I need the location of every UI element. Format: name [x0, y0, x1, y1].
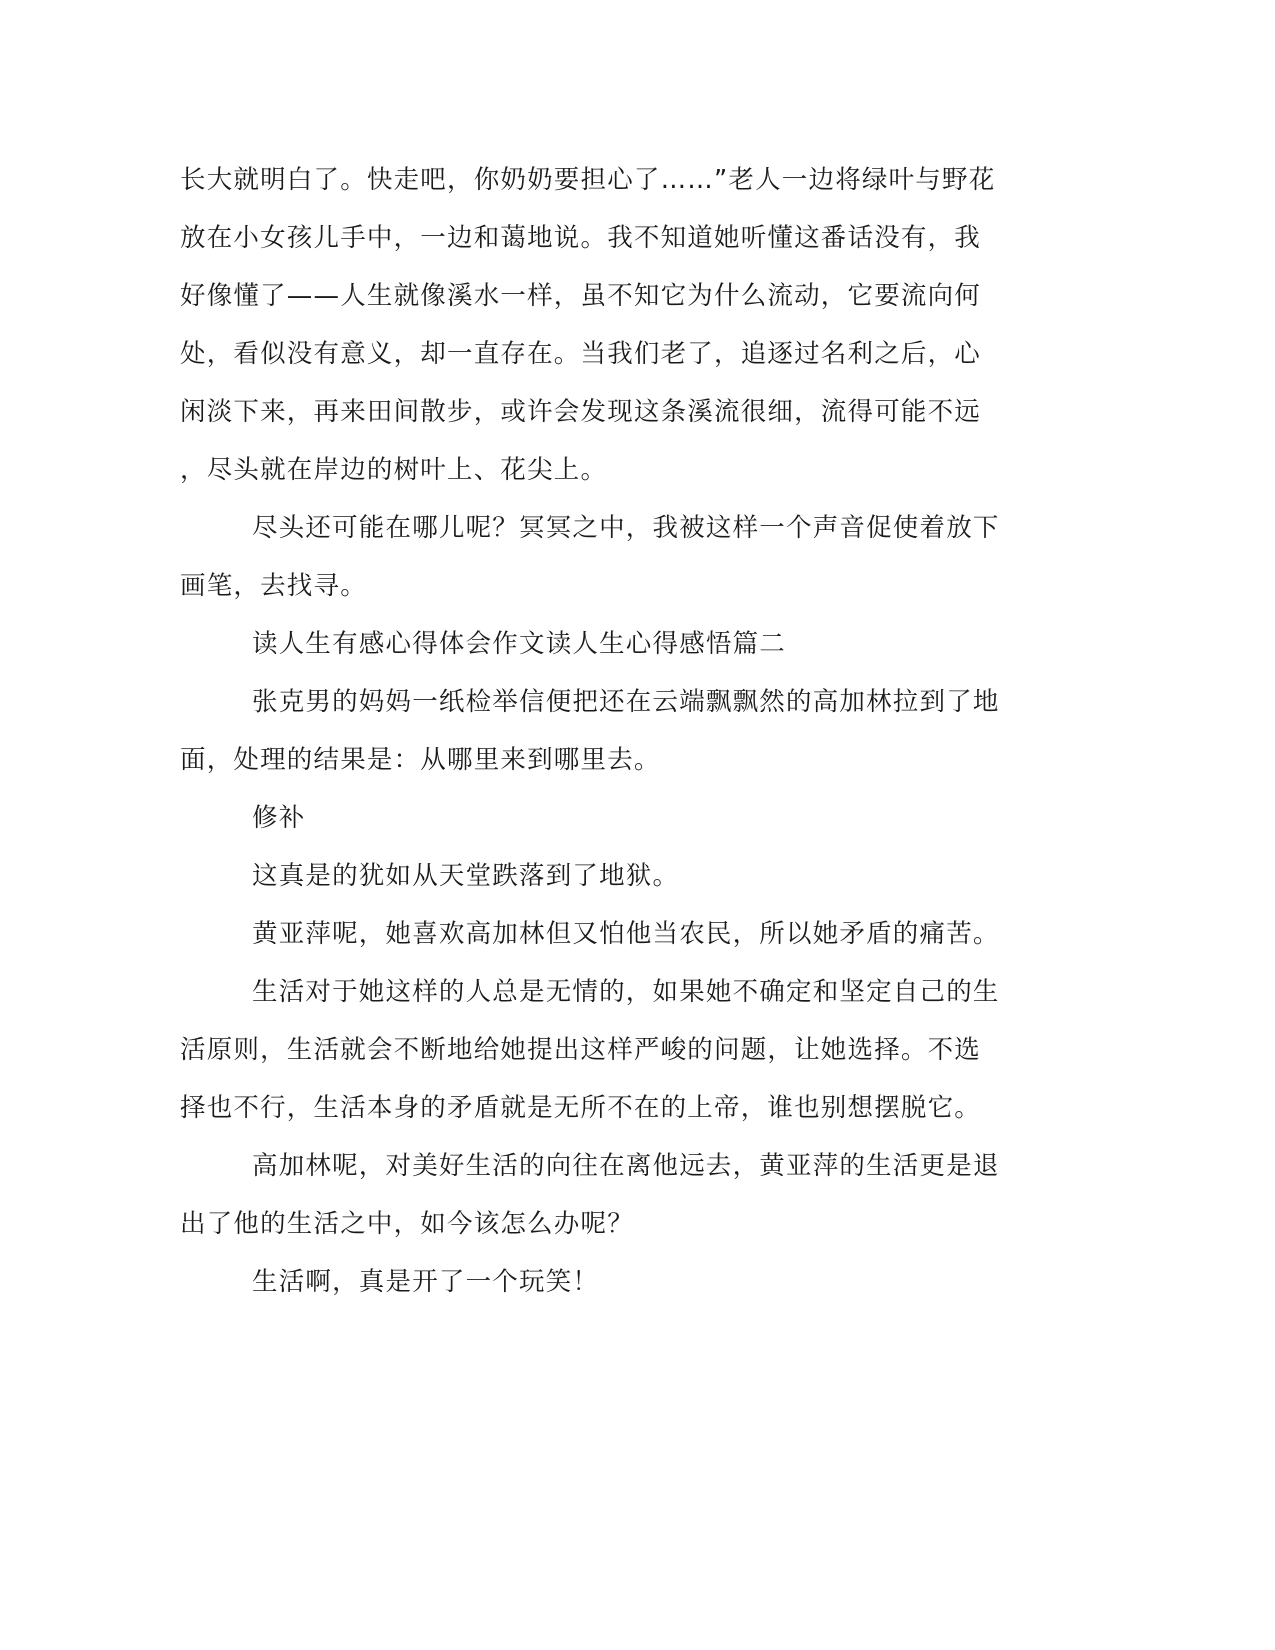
paragraph-first-line: 生活啊，真是开了一个玩笑！ — [252, 1267, 600, 1297]
text-line: 放在小女孩儿手中，一边和蔼地说。我不知道她听懂这番话没有，我 — [180, 223, 982, 253]
text-line: 择也不行，生活本身的矛盾就是无所不在的上帝，谁也别想摆脱它。 — [180, 1093, 982, 1123]
text-line: 出了他的生活之中，如今该怎么办呢？ — [180, 1209, 634, 1239]
text-line: 好像懂了——人生就像溪水一样，虽不知它为什么流动，它要流向何 — [180, 281, 982, 311]
text-line: 活原则，生活就会不断地给她提出这样严峻的问题，让她选择。不选 — [180, 1035, 982, 1065]
paragraph-first-line: 修补 — [252, 803, 306, 833]
text-line: 面，处理的结果是：从哪里来到哪里去。 — [180, 745, 661, 775]
text-line: 长大就明白了。快走吧，你奶奶要担心了……”老人一边将绿叶与野花 — [180, 165, 996, 195]
paragraph-first-line: 高加林呢，对美好生活的向往在离他远去，黄亚萍的生活更是退 — [252, 1151, 1000, 1181]
paragraph-first-line: 黄亚萍呢，她喜欢高加林但又怕他当农民，所以她矛盾的痛苦。 — [252, 919, 1000, 949]
paragraph-first-line: 这真是的犹如从天堂跌落到了地狱。 — [252, 861, 680, 891]
paragraph-first-line: 张克男的妈妈一纸检举信便把还在云端飘飘然的高加林拉到了地 — [252, 687, 1000, 717]
section-heading: 读人生有感心得体会作文读人生心得感悟篇二 — [252, 629, 787, 659]
text-line: 画笔，去找寻。 — [180, 571, 367, 601]
paragraph-first-line: 尽头还可能在哪儿呢？冥冥之中，我被这样一个声音促使着放下 — [252, 513, 1000, 543]
text-line: 闲淡下来，再来田间散步，或许会发现这条溪流很细，流得可能不远 — [180, 397, 982, 427]
text-line: 处，看似没有意义，却一直存在。当我们老了，追逐过名利之后，心 — [180, 339, 982, 369]
text-line: ，尽头就在岸边的树叶上、花尖上。 — [180, 455, 608, 485]
paragraph-first-line: 生活对于她这样的人总是无情的，如果她不确定和坚定自己的生 — [252, 977, 1000, 1007]
